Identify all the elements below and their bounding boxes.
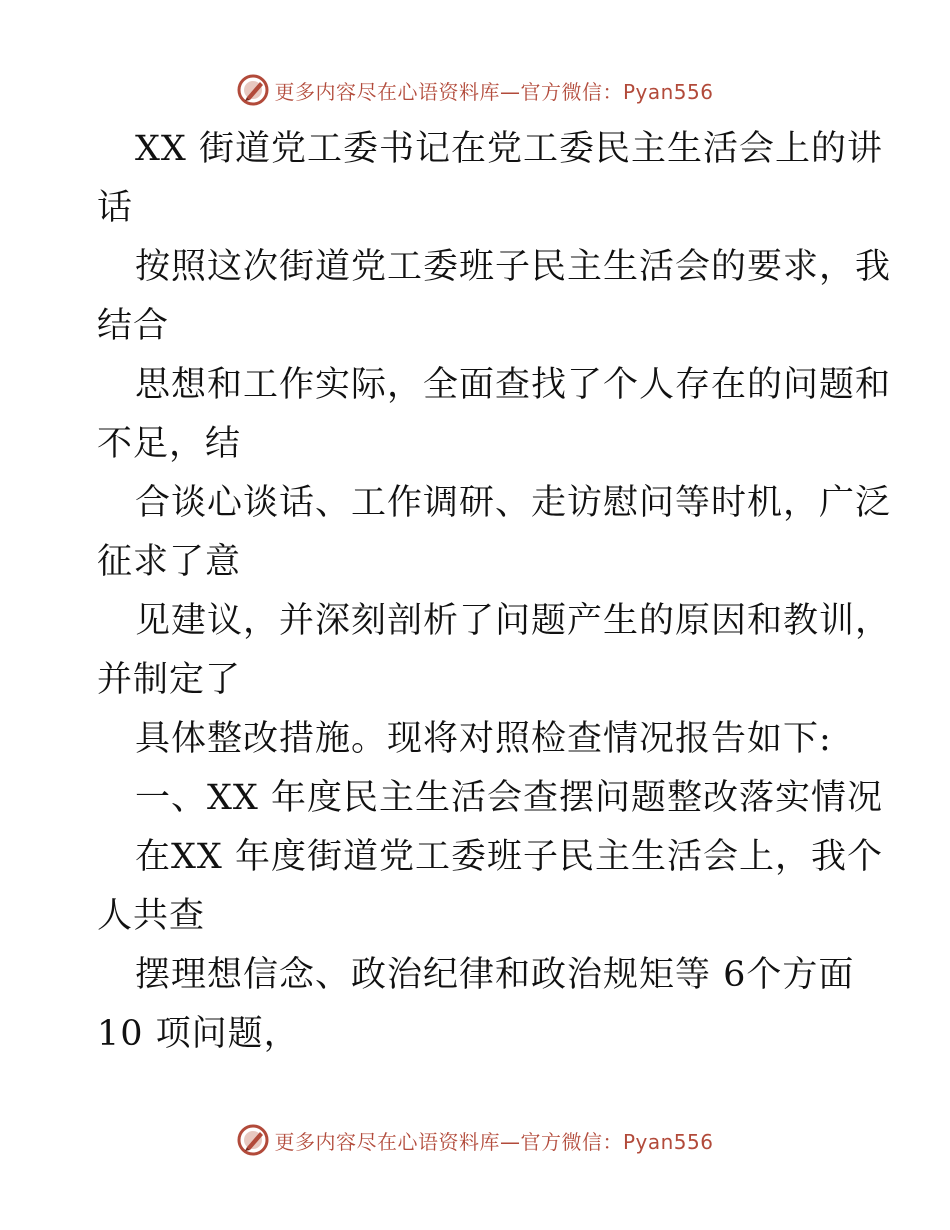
paragraph-line: 不足，结 [97,424,242,464]
paragraph-line: 在XX 年度街道党工委班子民主生活会上，我个 [135,837,883,877]
pen-nib-logo-icon [236,1123,270,1157]
paragraph-line: 合谈心谈话、工作调研、走访慰问等时机，广泛 [135,483,892,523]
watermark-text: 更多内容尽在心语资料库—官方微信：Pyan556 [274,79,714,104]
paragraph-line: 结合 [97,306,170,346]
paragraph-line: 按照这次街道党工委班子民主生活会的要求，我 [135,247,892,287]
paragraph-line: 人共查 [97,896,206,936]
title-line-2: 话 [97,188,134,228]
paragraph-line: 征求了意 [97,542,242,582]
pen-nib-logo-icon [236,73,270,107]
paragraph-line: 10 项问题， [97,1014,300,1054]
title-line-1: XX 街道党工委书记在党工委民主生活会上的讲 [135,129,883,169]
document-body [97,120,892,1064]
paragraph-line: 见建议，并深刻剖析了问题产生的原因和教训， [135,601,892,641]
watermark-text: 更多内容尽在心语资料库—官方微信：Pyan556 [274,1129,714,1154]
paragraph-line: 并制定了 [97,660,242,700]
section-heading: 一、XX 年度民主生活会查摆问题整改落实情况 [135,778,883,818]
paragraph-line: 摆理想信念、政治纪律和政治规矩等 6个方面 [135,955,855,995]
header-watermark [0,70,950,110]
footer-watermark [0,1120,950,1160]
paragraph-line: 思想和工作实际，全面查找了个人存在的问题和 [135,365,892,405]
paragraph-line: 具体整改措施。现将对照检查情况报告如下: [135,719,832,759]
